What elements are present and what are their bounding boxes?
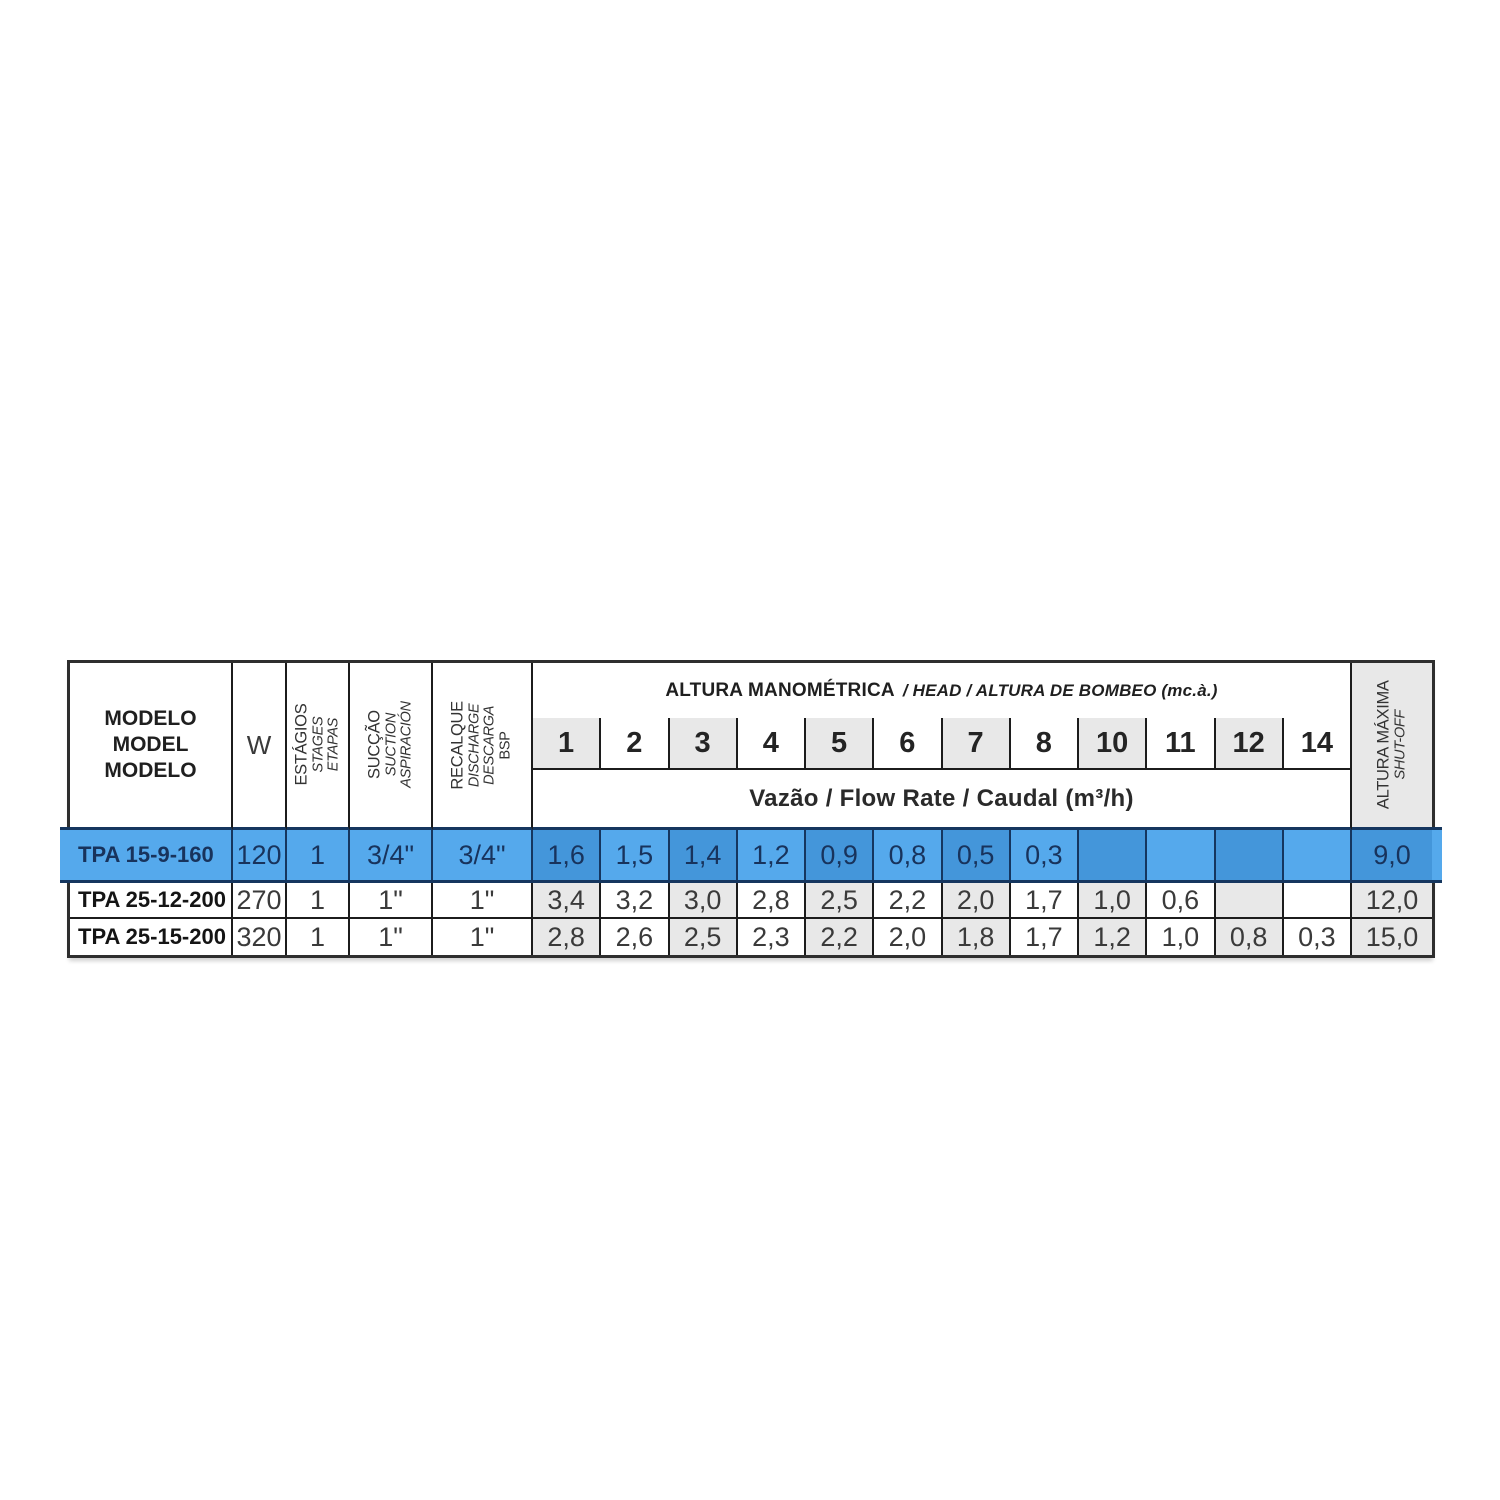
header-suction-line2: SUCTION [382, 713, 399, 777]
row2-flow-cell-14 [1284, 883, 1352, 919]
row3-flow-cell-1 [533, 919, 601, 955]
row2-suction-value: 1" [378, 884, 403, 915]
header-stages-line1: ESTÁGIOS [291, 704, 310, 786]
row2-flow-cell-4 [738, 883, 806, 919]
row3-flow-value-11: 1,0 [1161, 921, 1200, 952]
header-flow-col-8-label: 8 [1035, 726, 1052, 759]
header-flow-col-1 [533, 718, 601, 770]
row3-suction-value: 1" [378, 921, 403, 952]
row3-flow-value-4: 2,3 [752, 921, 790, 952]
header-watts [233, 663, 287, 830]
row1-suction-value: 3/4" [366, 839, 415, 870]
header-discharge-line1: RECALQUE [448, 700, 467, 790]
header-suction-line1: SUCÇÃO [364, 710, 383, 780]
header-head-title-main: ALTURA MANOMÉTRICA [665, 679, 895, 701]
row2-flow-value-8: 1,7 [1025, 884, 1063, 915]
header-flow-col-4 [738, 718, 806, 770]
pump-spec-table [67, 660, 1435, 958]
row1-watts-cell [233, 830, 287, 883]
row1-flow-cell-10 [1079, 830, 1147, 883]
row2-flow-cell-2 [601, 883, 669, 919]
row1-flow-value-3: 1,4 [683, 839, 722, 870]
row2-flow-cell-6 [874, 883, 942, 919]
header-stages [287, 663, 350, 830]
header-head-title-sub: / HEAD / ALTURA DE BOMBEO (mc.à.) [902, 680, 1218, 700]
row2-flow-cell-7 [943, 883, 1011, 919]
row2-flow-value-4: 2,8 [752, 884, 790, 915]
header-modelo-line1: MODELO [104, 706, 197, 730]
row2-flow-cell-5 [806, 883, 874, 919]
row2-stages-cell [287, 883, 350, 919]
row2-model-label: TPA 25-12-200 [78, 887, 226, 912]
row3-model-label: TPA 25-15-200 [78, 924, 226, 949]
header-flow-col-7 [943, 718, 1011, 770]
header-flow-col-6-label: 6 [899, 726, 916, 759]
header-flow-col-14 [1284, 718, 1352, 770]
row3-flow-cell-8 [1011, 919, 1079, 955]
row2-flow-value-5: 2,5 [820, 884, 858, 915]
row2-flow-cell-12 [1216, 883, 1284, 919]
header-watts-label: W [246, 729, 272, 760]
header-modelo-lines [104, 706, 196, 785]
row3-shutoff-cell [1352, 919, 1432, 955]
row3-stages-cell [287, 919, 350, 955]
row1-discharge-cell [433, 830, 533, 883]
header-flow-col-12 [1216, 718, 1284, 770]
row3-model-cell [70, 919, 233, 955]
header-flow-col-14-label: 14 [1300, 726, 1333, 759]
row2-flow-cell-1 [533, 883, 601, 919]
header-discharge-line3: DESCARGA [482, 705, 499, 785]
row2-discharge-value: 1" [469, 884, 495, 915]
row1-flow-cell-8 [1011, 830, 1079, 883]
row1-flow-value-6: 0,8 [888, 839, 927, 870]
row3-flow-value-5: 2,2 [820, 921, 858, 952]
row1-model-label: TPA 15-9-160 [78, 842, 214, 867]
row3-stages-value: 1 [309, 921, 326, 952]
header-flow-rate-label: Vazão / Flow Rate / Caudal (m³/h) [749, 784, 1134, 812]
row1-flow-cell-5 [806, 830, 874, 883]
header-suction [350, 663, 433, 830]
row1-suction-cell [350, 830, 433, 883]
header-discharge-rotated [450, 670, 515, 820]
header-flow-col-6 [874, 718, 942, 770]
row1-flow-cell-1 [533, 830, 601, 883]
row3-flow-cell-3 [670, 919, 738, 955]
header-modelo-line2: MODEL [112, 732, 189, 756]
row3-suction-cell [350, 919, 433, 955]
header-shutoff-line1: ALTURA MÁXIMA [1374, 680, 1393, 810]
header-head-title [665, 680, 1217, 702]
header-flow-col-5 [806, 718, 874, 770]
row2-suction-cell [350, 883, 433, 919]
row2-flow-cell-10 [1079, 883, 1147, 919]
row3-flow-cell-7 [943, 919, 1011, 955]
row2-flow-cell-11 [1147, 883, 1215, 919]
row1-flow-cell-11 [1147, 830, 1215, 883]
header-discharge [433, 663, 533, 830]
row3-flow-value-10: 1,2 [1093, 921, 1131, 952]
row1-discharge-value: 3/4" [458, 839, 506, 870]
header-flow-col-10 [1079, 718, 1147, 770]
row2-flow-value-6: 2,2 [888, 884, 927, 915]
row3-flow-cell-11 [1147, 919, 1215, 955]
header-shutoff-line2: SHUT-OFF [1392, 710, 1409, 780]
row2-flow-cell-3 [670, 883, 738, 919]
row1-flow-cell-4 [738, 830, 806, 883]
row1-model-cell [70, 830, 233, 883]
row2-flow-value-1: 3,4 [547, 884, 585, 915]
header-flow-col-3 [670, 718, 738, 770]
row3-flow-value-6: 2,0 [888, 921, 927, 952]
header-modelo-line3: MODELO [104, 759, 197, 783]
row3-flow-value-12: 0,8 [1229, 921, 1268, 952]
row3-flow-value-3: 2,5 [683, 921, 722, 952]
row3-flow-cell-4 [738, 919, 806, 955]
header-flow-col-7-label: 7 [967, 726, 984, 759]
row1-flow-value-2: 1,5 [615, 839, 654, 870]
row3-discharge-value: 1" [469, 921, 495, 952]
row3-flow-cell-6 [874, 919, 942, 955]
header-flow-col-11-label: 11 [1165, 726, 1196, 759]
row2-flow-value-7: 2,0 [956, 884, 995, 915]
header-flow-rate-band [533, 770, 1352, 830]
row3-flow-cell-12 [1216, 919, 1284, 955]
row1-flow-value-7: 0,5 [956, 839, 995, 870]
header-suction-line3: ASPIRACIÓN [398, 701, 415, 789]
row3-flow-value-7: 1,8 [956, 921, 995, 952]
row3-flow-value-2: 2,6 [615, 921, 654, 952]
row2-watts-cell [233, 883, 287, 919]
header-flow-col-11 [1147, 718, 1215, 770]
row3-flow-value-14: 0,3 [1298, 921, 1336, 952]
row2-shutoff-cell [1352, 883, 1432, 919]
header-discharge-line2: DISCHARGE [466, 703, 483, 787]
header-stages-line2: STAGES [309, 717, 326, 773]
row3-flow-value-8: 1,7 [1025, 921, 1063, 952]
row1-flow-cell-12 [1216, 830, 1284, 883]
row2-flow-value-10: 1,0 [1093, 884, 1131, 915]
row1-flow-cell-2 [601, 830, 669, 883]
row1-flow-value-1: 1,6 [547, 839, 585, 870]
row1-flow-cell-7 [943, 830, 1011, 883]
row3-discharge-cell [433, 919, 533, 955]
row1-flow-value-8: 0,3 [1025, 839, 1063, 870]
row1-watts-value: 120 [236, 839, 282, 870]
row3-shutoff-value: 15,0 [1365, 921, 1419, 952]
header-flow-col-3-label: 3 [694, 726, 711, 759]
row2-stages-value: 1 [309, 884, 326, 915]
header-flow-col-1-label: 1 [558, 726, 575, 759]
row2-flow-value-11: 0,6 [1161, 884, 1200, 915]
header-shutoff-rotated [1375, 670, 1408, 820]
row1-flow-cell-6 [874, 830, 942, 883]
header-flow-col-10-label: 10 [1095, 726, 1129, 759]
row2-model-cell [70, 883, 233, 919]
header-stages-rotated [293, 670, 342, 820]
header-flow-col-2-label: 2 [626, 726, 643, 759]
header-flow-col-4-label: 4 [762, 726, 779, 759]
row1-shutoff-cell [1352, 830, 1432, 883]
row2-watts-value: 270 [236, 884, 282, 915]
row3-flow-cell-2 [601, 919, 669, 955]
header-stages-line3: ETAPAS [325, 718, 342, 772]
row1-flow-cell-14 [1284, 830, 1352, 883]
row1-flow-cell-3 [670, 830, 738, 883]
row3-flow-value-1: 2,8 [547, 921, 585, 952]
row3-flow-cell-5 [806, 919, 874, 955]
header-discharge-line4: BSP [497, 730, 514, 760]
row2-flow-value-2: 3,2 [615, 884, 654, 915]
header-flow-col-2 [601, 718, 669, 770]
header-shutoff [1352, 663, 1432, 830]
header-flow-col-12-label: 12 [1232, 726, 1265, 759]
row3-flow-cell-14 [1284, 919, 1352, 955]
row1-stages-value: 1 [309, 839, 326, 870]
row1-shutoff-value: 9,0 [1373, 839, 1411, 870]
row1-flow-value-5: 0,9 [820, 839, 858, 870]
header-suction-rotated [366, 670, 415, 820]
row2-flow-cell-8 [1011, 883, 1079, 919]
row1-stages-cell [287, 830, 350, 883]
header-modelo [70, 663, 233, 830]
header-flow-col-8 [1011, 718, 1079, 770]
row2-flow-value-3: 3,0 [683, 884, 722, 915]
row2-discharge-cell [433, 883, 533, 919]
row1-flow-value-4: 1,2 [752, 839, 790, 870]
header-head-band [533, 663, 1352, 718]
row3-watts-value: 320 [236, 921, 282, 952]
row3-flow-cell-10 [1079, 919, 1147, 955]
row2-shutoff-value: 12,0 [1365, 884, 1419, 915]
header-flow-col-5-label: 5 [831, 726, 848, 759]
row3-watts-cell [233, 919, 287, 955]
